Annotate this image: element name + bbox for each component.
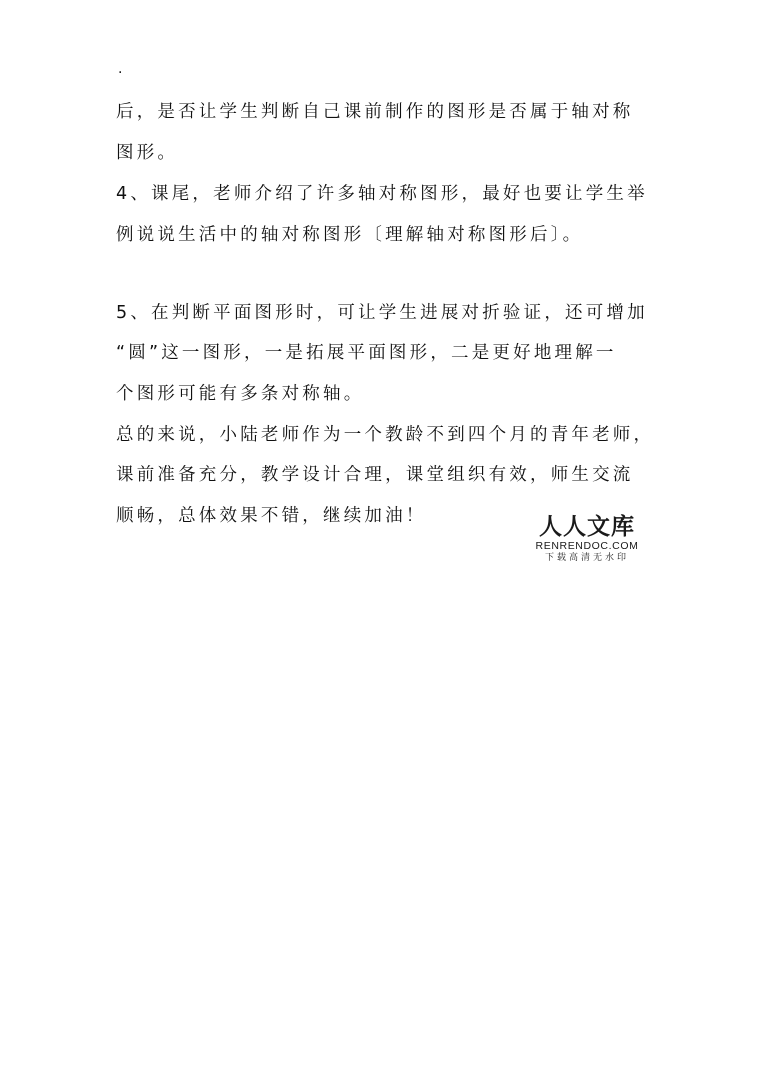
text-line: 图形。: [116, 143, 179, 163]
text-line: 个图形可能有多条对称轴。: [116, 384, 365, 404]
header-mark: .: [118, 61, 123, 77]
text-line: 课前准备充分，教学设计合理，课堂组织有效，师生交流: [116, 465, 634, 485]
watermark-logo: [528, 514, 646, 564]
text-line: “圆”这一图形，一是拓展平面图形，二是更好地理解一: [116, 343, 617, 363]
watermark-tagline: 下载高清无水印: [544, 553, 629, 563]
watermark-title: 人人文库: [539, 513, 635, 540]
text-line: 5、在判断平面图形时，可让学生进展对折验证，还可增加: [116, 303, 648, 323]
text-line: 顺畅，总体效果不错，继续加油！: [116, 506, 427, 526]
text-line: 后，是否让学生判断自己课前制作的图形是否属于轴对称: [116, 102, 634, 122]
text-line: 总的来说，小陆老师作为一个教龄不到四个月的青年老师，: [116, 425, 655, 445]
text-line: 4、课尾，老师介绍了许多轴对称图形，最好也要让学生举: [116, 184, 648, 204]
watermark-site: RENRENDOC.COM: [535, 540, 639, 552]
text-line: 例说说生活中的轴对称图形〔理解轴对称图形后〕。: [116, 225, 584, 245]
